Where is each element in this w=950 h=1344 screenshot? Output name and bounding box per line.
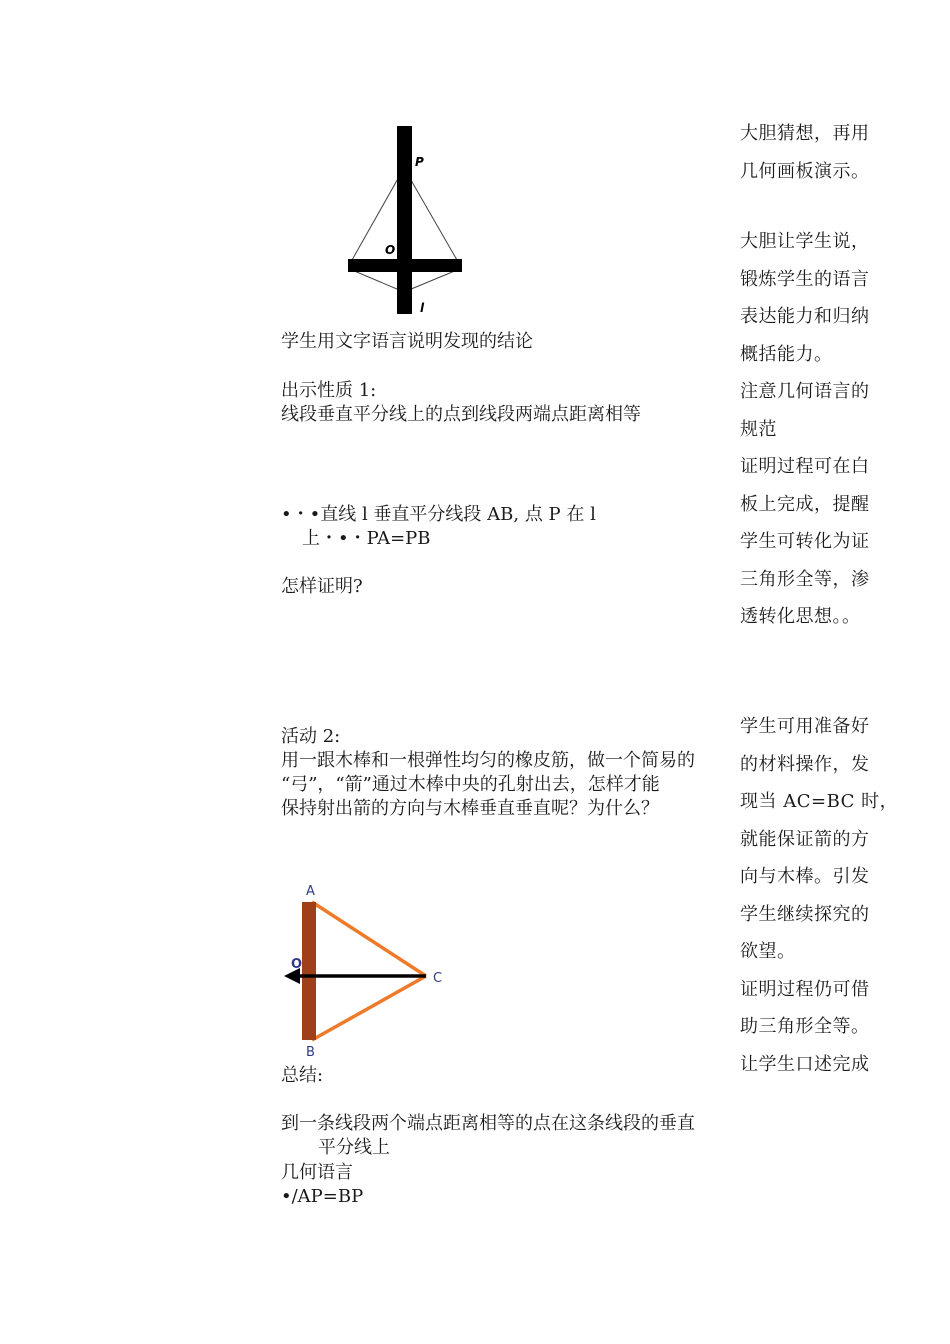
- side-line: 注意几何语言的: [740, 381, 870, 402]
- line-left-bottom: [352, 270, 404, 292]
- label-p: P: [415, 155, 424, 169]
- how-prove-text: 怎样证明?: [281, 576, 363, 597]
- summary-heading: 总结:: [281, 1065, 324, 1086]
- geo-language-label: 几何语言: [281, 1162, 353, 1183]
- side-line: 学生继续探究的: [740, 903, 870, 925]
- side-line: 大胆猜想，再用: [740, 123, 870, 144]
- line-p-left: [352, 168, 404, 260]
- caption-text: 学生用文字语言说明发现的结论: [281, 331, 533, 352]
- side-line: 表达能力和归纳: [740, 306, 870, 327]
- label-l: l: [420, 301, 425, 315]
- vertical-rod: [397, 126, 412, 314]
- side-line: 证明过程可在白: [740, 456, 870, 477]
- horizontal-rod: [348, 259, 462, 272]
- side-line: 板上完成，提醒: [740, 493, 870, 515]
- band-top: [312, 902, 426, 976]
- side-line: 欲望。: [740, 941, 796, 962]
- side-line: 就能保证箭的方: [740, 828, 870, 850]
- side-line: 大胆让学生说，: [740, 231, 870, 252]
- side-line: 透转化思想。。: [740, 606, 861, 627]
- property-heading: 出示性质 1:: [281, 380, 377, 401]
- side-line: 概括能力。: [740, 343, 833, 365]
- side-line: 规范: [740, 418, 777, 440]
- side-line: 学生可转化为证: [740, 531, 870, 552]
- geo-formula: •/AP=BP: [281, 1186, 364, 1207]
- activity-line-1: 用一跟木棒和一根弹性均匀的橡皮筋，做一个简易的: [281, 750, 695, 771]
- side-line: 助三角形全等。: [740, 1016, 870, 1037]
- side-notes-block-1: [740, 115, 870, 190]
- property-text: 线段垂直平分线上的点到线段两端点距离相等: [281, 404, 641, 425]
- activity-line-2: “弓”，“箭”通过木棒中央的孔射出去，怎样才能: [281, 774, 660, 795]
- side-line: 现当 AC=BC 时，: [740, 791, 899, 812]
- side-notes-block-3: [740, 708, 898, 1083]
- summary-line-1: 到一条线段两个端点距离相等的点在这条线段的垂直: [281, 1113, 695, 1134]
- side-line: 的材料操作，发: [740, 753, 870, 775]
- side-notes-block-2: [740, 223, 870, 636]
- band-bottom: [312, 976, 426, 1040]
- summary-line-2: 平分线上: [318, 1137, 390, 1158]
- side-line: 学生可用准备好: [740, 716, 870, 737]
- side-line: 证明过程仍可借: [740, 978, 870, 1000]
- side-line: 锻炼学生的语言: [740, 268, 870, 290]
- label-c: C: [433, 971, 443, 986]
- figure-bow-arrow: [280, 876, 450, 1062]
- side-line: 向与木棒。引发: [740, 866, 870, 887]
- side-line: 三角形全等，渗: [740, 568, 870, 590]
- side-line: 几何画板演示。: [740, 160, 870, 182]
- label-o: O: [385, 243, 396, 257]
- label-o: O: [291, 957, 303, 972]
- label-b: B: [306, 1045, 315, 1060]
- side-line: 让学生口述完成: [740, 1053, 870, 1075]
- label-a: A: [306, 884, 315, 899]
- figure-perpendicular-bisector: [340, 120, 470, 320]
- activity-heading: 活动 2:: [281, 726, 341, 747]
- activity-line-3: 保持射出箭的方向与木棒垂直垂直呢？为什么？: [281, 798, 659, 819]
- proof-line-2: 上・•・PA=PB: [302, 528, 431, 549]
- wooden-rod: [302, 902, 316, 1040]
- proof-line-1: •・•直线 l 垂直平分线段 AB, 点 P 在 l: [281, 504, 596, 525]
